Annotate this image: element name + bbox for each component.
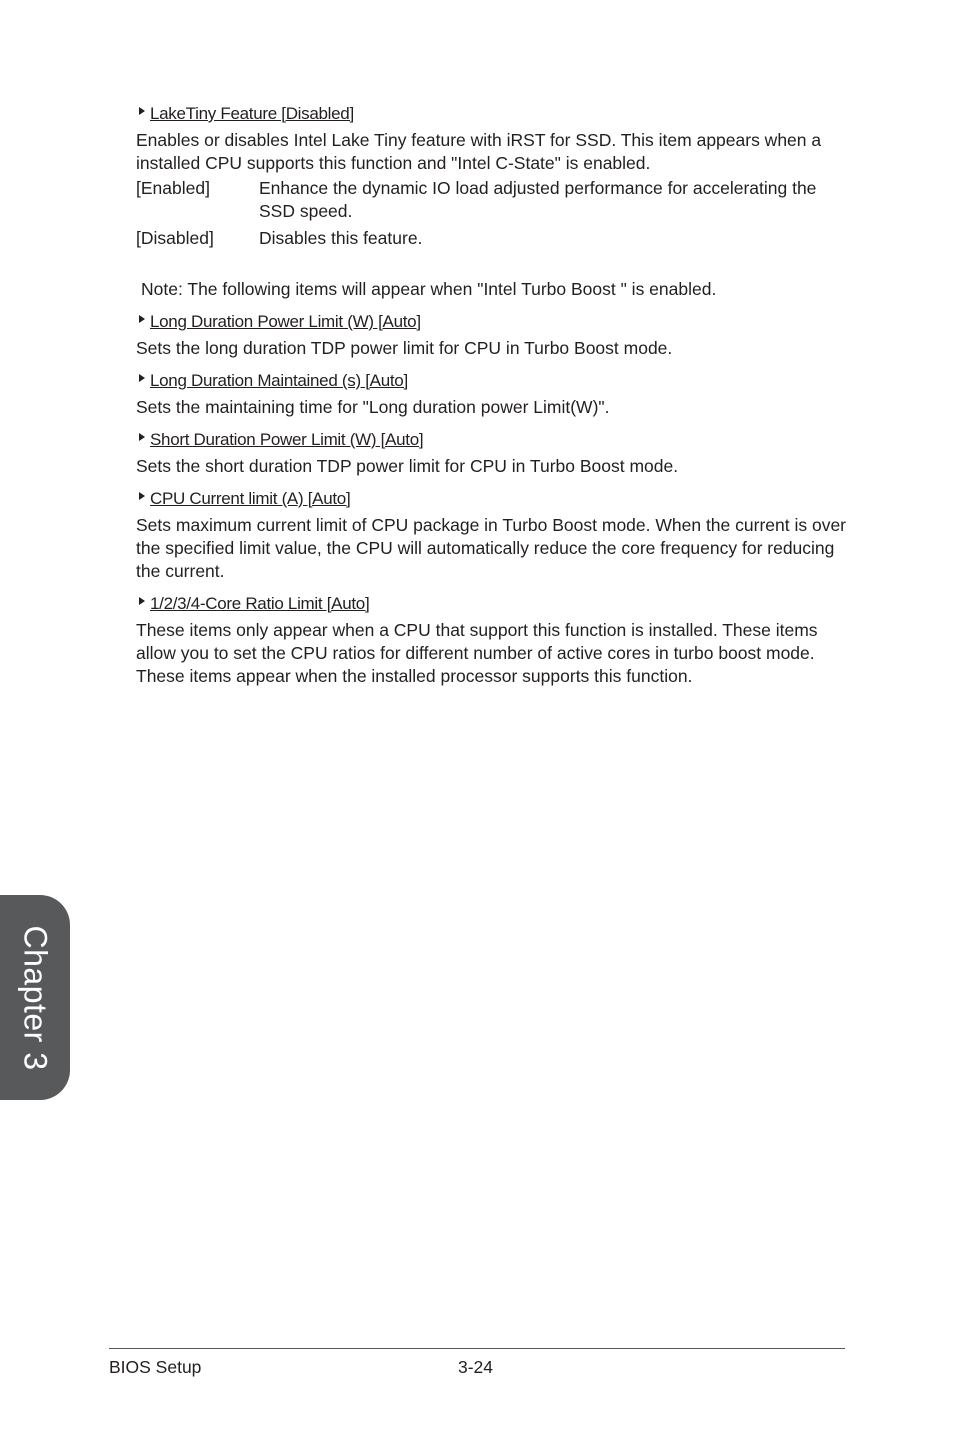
setting-heading <box>136 103 846 125</box>
option-key: [Enabled] <box>136 178 210 198</box>
setting-description: Sets the maintaining time for "Long duration power Limit(W)". <box>136 397 610 417</box>
setting-heading <box>136 593 846 615</box>
heading-text: CPU Current limit (A) [Auto] <box>150 489 351 508</box>
section-short-duration-power-limit <box>136 429 846 478</box>
setting-heading <box>136 311 846 333</box>
triangle-bullet-icon <box>139 597 145 605</box>
heading-text: Long Duration Power Limit (W) [Auto] <box>150 312 421 331</box>
section-laketiny <box>136 103 846 250</box>
setting-heading <box>136 370 846 392</box>
triangle-bullet-icon <box>139 374 145 382</box>
heading-text: 1/2/3/4-Core Ratio Limit [Auto] <box>150 594 370 613</box>
footer-divider <box>109 1348 845 1349</box>
chapter-tab-label: Chapter 3 <box>17 924 54 1071</box>
manual-content <box>136 103 846 688</box>
setting-heading <box>136 488 846 510</box>
option-value: Disables this feature. <box>259 228 423 248</box>
setting-description: Enables or disables Intel Lake Tiny feature with iRST for SSD. This item appears when a installed CPU supports this function and "Intel C-State" is enabled. <box>136 130 822 173</box>
setting-description: Sets the long duration TDP power limit for CPU in Turbo Boost mode. <box>136 338 673 358</box>
turbo-boost-note: Note: The following items will appear when "Intel Turbo Boost " is enabled. <box>141 279 717 299</box>
option-row <box>136 177 846 223</box>
triangle-bullet-icon <box>139 492 145 500</box>
section-long-duration-maintained <box>136 370 846 419</box>
option-key: [Disabled] <box>136 228 214 248</box>
heading-text: Short Duration Power Limit (W) [Auto] <box>150 430 424 449</box>
section-core-ratio-limit <box>136 593 846 688</box>
section-long-duration-power-limit <box>136 311 846 360</box>
option-value: Enhance the dynamic IO load adjusted performance for accelerating the SSD speed. <box>259 178 817 221</box>
setting-heading <box>136 429 846 451</box>
footer-page-number: 3-24 <box>458 1357 494 1377</box>
triangle-bullet-icon <box>139 433 145 441</box>
heading-text: LakeTiny Feature [Disabled] <box>150 104 354 123</box>
setting-description: These items only appear when a CPU that support this function is installed. These items allow you to set the CPU ratios for different number of active cores in turbo boost mode. These items appear when the installed processor supports this function. <box>136 620 818 686</box>
setting-description: Sets the short duration TDP power limit for CPU in Turbo Boost mode. <box>136 456 679 476</box>
triangle-bullet-icon <box>139 107 145 115</box>
heading-text: Long Duration Maintained (s) [Auto] <box>150 371 408 390</box>
option-row <box>136 227 846 250</box>
triangle-bullet-icon <box>139 315 145 323</box>
footer-section-title: BIOS Setup <box>109 1357 202 1377</box>
section-cpu-current-limit <box>136 488 846 583</box>
chapter-tab <box>0 895 70 1100</box>
setting-description: Sets maximum current limit of CPU package in Turbo Boost mode. When the current is over the specified limit value, the CPU will automatically reduce the core frequency for reducing the current. <box>136 515 847 581</box>
